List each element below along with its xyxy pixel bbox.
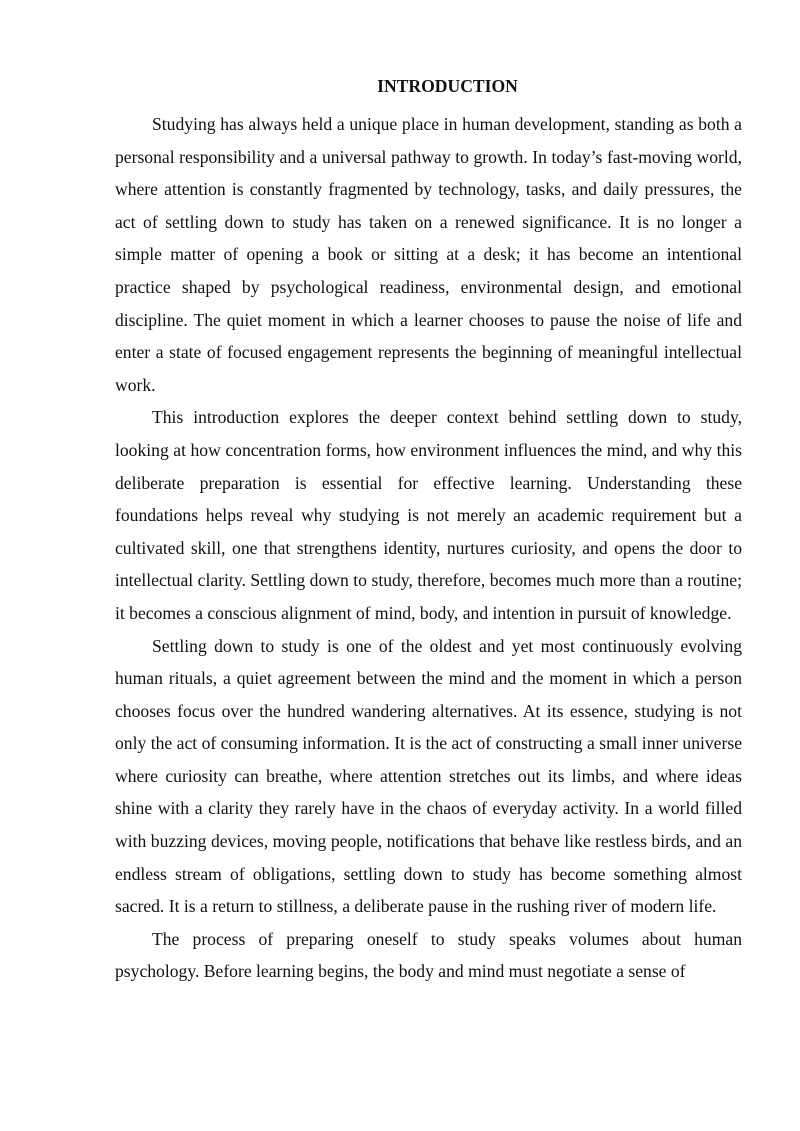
page-title: INTRODUCTION bbox=[377, 76, 518, 96]
paragraph: Settling down to study is one of the oldest and yet most continuously evolving human rituals, a quiet agreement between the mind and the moment in which a person chooses focus over the hundred wandering alternatives. At its essence, studying is not only the act of consuming information. It is the act of constructing a small inner universe where curiosity can breathe, where attention stretches out its limbs, and where ideas shine with a clarity they rarely have in the chaos of everyday activity. In a world filled with buzzing devices, moving people, notifications that behave like restless birds, and an endless stream of obligations, settling down to study has become something almost sacred. It is a return to stillness, a deliberate pause in the rushing river of modern life. bbox=[115, 635, 742, 917]
paragraph: Studying has always held a unique place in human development, standing as both a personal responsibility and a universal pathway to growth. In today’s fast-moving world, where attention is constantly fragmented by technology, tasks, and daily pressures, the act of settling down to study has taken on a renewed significance. It is no longer a simple matter of opening a book or sitting at a desk; it has become an intentional practice shaped by psychological readiness, environmental design, and emotional discipline. The quiet moment in which a learner chooses to pause the noise of life and enter a state of focused engagement represents the beginning of meaningful intellectual work. bbox=[115, 114, 742, 395]
paragraph: This introduction explores the deeper context behind settling down to study, looking at how concentration forms, how environment influences the mind, and why this deliberate preparation is essential for effective learning. Understanding these foundations helps reveal why studying is not merely an academic requirement but a cultivated skill, one that strengthens identity, nurtures curiosity, and opens the door to intellectual clarity. Settling down to study, therefore, becomes much more than a routine; it becomes a conscious alignment of mind, body, and intention in pursuit of knowledge. bbox=[115, 407, 742, 623]
document-body bbox=[115, 76, 742, 988]
paragraph: The process of preparing oneself to study speaks volumes about human psychology. Before learning begins, the body and mind must negotiate a sense of bbox=[115, 928, 742, 982]
